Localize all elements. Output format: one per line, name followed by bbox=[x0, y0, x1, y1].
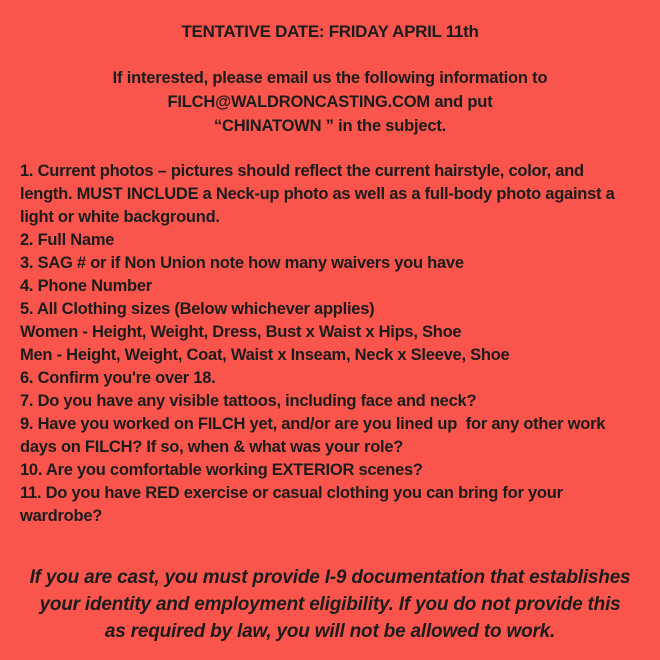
intro-line-1: If interested, please email us the following information to bbox=[112, 69, 548, 87]
list-item-confirm-over-18: 6. Confirm you're over 18. bbox=[20, 369, 216, 387]
email-instructions bbox=[0, 66, 660, 138]
requirements-list bbox=[0, 160, 660, 528]
list-item-red-clothing: 11. Do you have RED exercise or casual clothing you can bring for your wardrobe? bbox=[20, 484, 568, 525]
flyer-header bbox=[0, 0, 660, 138]
list-item-full-name: 2. Full Name bbox=[20, 231, 115, 249]
list-item-men-sizes: Men - Height, Weight, Coat, Waist x Inseam, Neck x Sleeve, Shoe bbox=[20, 346, 510, 364]
list-item-phone-number: 4. Phone Number bbox=[20, 277, 152, 295]
subject-line: “CHINATOWN ” in the subject. bbox=[213, 117, 447, 135]
list-item-clothing-sizes: 5. All Clothing sizes (Below whichever applies) bbox=[20, 300, 375, 318]
email-address-line: FILCH@WALDRONCASTING.COM and put bbox=[167, 93, 493, 111]
i9-documentation-notice: If you are cast, you must provide I-9 documentation that establishes your identity and employment eligibility. If you do not provide this as required by law, you will not be allowed to work. bbox=[29, 567, 631, 642]
list-item-sag-number: 3. SAG # or if Non Union note how many waivers you have bbox=[20, 254, 464, 272]
list-item-visible-tattoos: 7. Do you have any visible tattoos, including face and neck? bbox=[20, 392, 477, 410]
list-item-exterior-scenes: 10. Are you comfortable working EXTERIOR scenes? bbox=[20, 461, 423, 479]
list-item-women-sizes: Women - Height, Weight, Dress, Bust x Waist x Hips, Shoe bbox=[20, 323, 462, 341]
tentative-date-heading: TENTATIVE DATE: FRIDAY APRIL 11th bbox=[181, 22, 479, 41]
list-item-current-photos: 1. Current photos – pictures should reflect the current hairstyle, color, and length. MUST INCLUDE a Neck-up photo as well as a full-body photo against a light or white background. bbox=[20, 162, 619, 226]
list-item-worked-on-filch: 9. Have you worked on FILCH yet, and/or are you lined up for any other work days on FILCH? If so, when & what was your role? bbox=[20, 415, 610, 456]
